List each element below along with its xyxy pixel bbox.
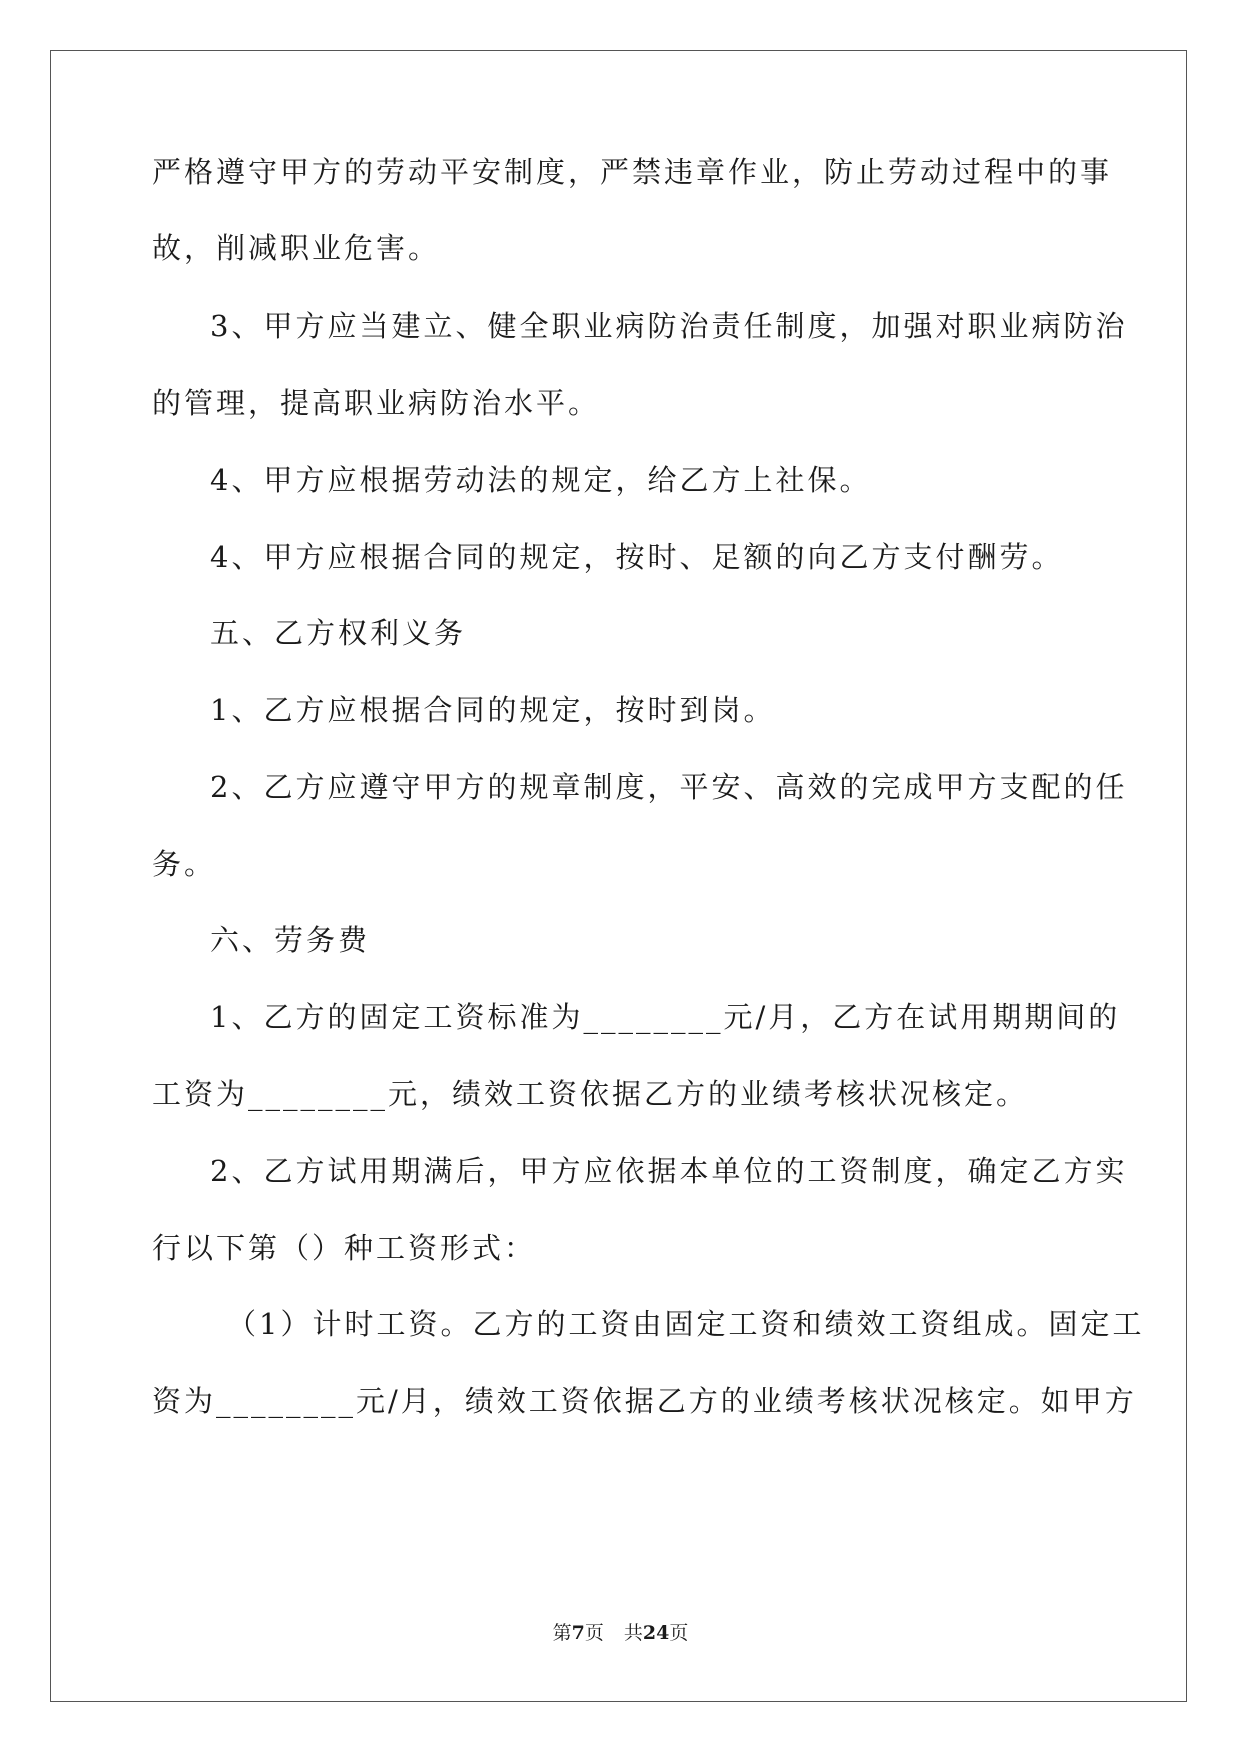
text-line: 资为________元/月，绩效工资依据乙方的业绩考核状况核定。如甲方 [152,1384,1137,1418]
text-line: 务。 [152,847,217,881]
text-line: 1、乙方的固定工资标准为________元/月，乙方在试用期期间的 [210,1000,1121,1034]
section-heading: 五、乙方权利义务 [210,616,467,650]
text-line: 故，削减职业危害。 [152,231,441,265]
total-suffix: 页 [669,1622,689,1644]
text-line: 行以下第（）种工资形式： [152,1231,537,1265]
page-border [50,50,1187,1702]
text-line: 4、甲方应根据劳动法的规定，给乙方上社保。 [210,463,872,497]
text-line: 1、乙方应根据合同的规定，按时到岗。 [210,693,776,727]
text-line: 2、乙方应遵守甲方的规章制度，平安、高效的完成甲方支配的任 [210,770,1128,804]
text-line: 严格遵守甲方的劳动平安制度，严禁违章作业，防止劳动过程中的事 [152,155,1113,189]
total-pages: 24 [642,1622,670,1644]
text-line: （1）计时工资。乙方的工资由固定工资和绩效工资组成。固定工 [227,1307,1145,1341]
total-prefix: 共 [623,1622,643,1644]
text-line: 4、甲方应根据合同的规定，按时、足额的向乙方支付酬劳。 [210,540,1064,574]
text-line: 3、甲方应当建立、健全职业病防治责任制度，加强对职业病防治 [210,309,1128,343]
page-footer [0,1618,1241,1645]
page-prefix: 第 [552,1622,572,1644]
page-suffix: 页 [584,1622,604,1644]
page-number: 7 [571,1622,585,1644]
text-line: 工资为________元，绩效工资依据乙方的业绩考核状况核定。 [152,1077,1029,1111]
text-line: 2、乙方试用期满后，甲方应依据本单位的工资制度，确定乙方实 [210,1154,1128,1188]
text-line: 的管理，提高职业病防治水平。 [152,386,601,420]
section-heading: 六、劳务费 [210,923,371,957]
